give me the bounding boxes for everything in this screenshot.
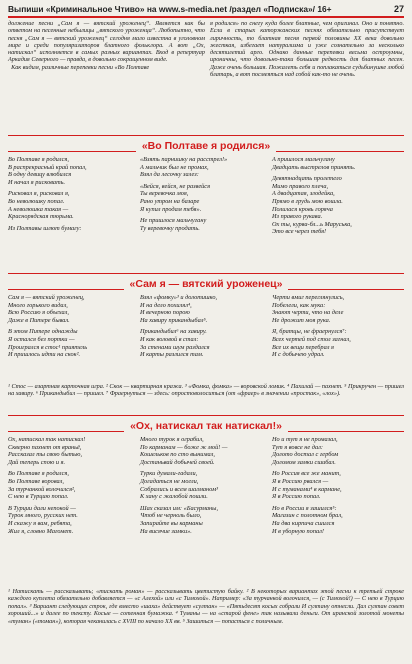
verse-stanza: Девятнадцать пролетело Мимо правого плеча, А двадцатая, злодейка, Прямо в грудь мою вошла. Полилася кровь горяча Из правого рукава. Ох ты, курва-бл...ь Маруська, Это все через тебя!: [272, 175, 352, 236]
verse-stanza: Но и тут я не промазал, Тут я вовсе не дал: Долото достал с гербом Доломом замки сшибал.: [272, 436, 339, 466]
intro-right-column: [210, 20, 404, 78]
verse-stanza: Сам я — вятский уроженец, Много горького видал, Всю Россию я объехал, Даже в Питере бывал.: [8, 294, 85, 324]
verse-stanza: Из Полтавы шлют бумагу:: [8, 224, 82, 232]
song2-col2: [140, 294, 272, 378]
verse-stanza: Шах сказал им: «Басурманы, Чтоб не черноль было, Запирайте вы карманы На висячие замки».: [140, 504, 219, 535]
verse-stanza: В этом Питере однажды Я остался без портки — Проигрался в стос¹ приятель И пришлось идти на скок².: [8, 328, 88, 359]
song3-title: «Ох, натискал так натискал!»: [124, 419, 288, 434]
verse-stanza: «Вейся, вейся, не развейся Ты веревочка моя, Рано утром на базаре Я купил продам тебя».: [140, 182, 211, 213]
verse-stanza: Но Россия все же манит, Я в Россию рвался — И с туманами⁴ в кармане, Я в Россию попал.: [272, 470, 342, 501]
page-number: 27: [393, 4, 404, 14]
header-text: Выпиши «Криминальное Чтиво» на www.s-media.net /раздел «Подписка»/ 16+: [8, 4, 332, 14]
intro-right-text: я родился» по снегу куда более блатные, чем оригинал. Оно и понятно. Если в старых каторжанских песнях обязательно присутствует лиричность, то блатная песня первой половины XX века довольно жесткая, избегает натурализма и уже сознательно за несколько десятилетий арго. Однако данные перепевки весьма остроумны, ироничны, что довольно-таки большая редкость для блатных песен. Даже очень большая. Пожалеть себя и поплакаться судьбинушке любой блатарь, а вот посмеяться над собой как-то не очень.: [210, 20, 404, 79]
song2-col1: [8, 294, 140, 378]
song2-verses: [8, 294, 404, 378]
verse-stanza: Прикандыбил⁶ на хавиру. И как воловой в стал: За стенами шум раздался И карты разлился там.: [140, 328, 210, 359]
verse-stanza: Взял «фомку»³ и долотишко, И на дело похилял⁴, И вечерною порою На хавиру прикандыбал⁵.: [140, 294, 218, 324]
song3-footnote-text: ¹ Натискать — рассказывать; «тискать роман» — рассказывать цветистую байку. ² В некоторых вариантах этой песни к третьей строке каждого куплета обязательно добавляется — «с Алехой» или «с Тимохой». Например: «За турчанкой волочился, — (с Тимохой!) — С нею в Турцию попал». ³ Вариант следующих строк, где вместо «шаха» действует «султан» — «Пятьдесят косых собрали И султану отнесли. Дал султан совет хороший...» и далее по тексту. Косые — сотенная бумажка. ⁴ Туманы — на «старой фене» так называли деньги. От иранской золотой монеты «туман» («томан»), которая чеканилась с XVIII по начало XX вв. ⁵ Зашиться — попасться с поличным.: [8, 588, 404, 625]
verse-stanza: Много турок я ограбил, По карманам — боже ж мой! — Кошельков по сто вынимал, Достаньвай добычей своей.: [140, 436, 228, 466]
song3-footnotes: [8, 588, 404, 625]
verse-stanza: Рисковал я, рисковал я, Во неволюшку попал. А неволюшка такая — Краснорядская тюрьма.: [8, 190, 74, 221]
song1-col2: [140, 156, 272, 266]
song1-col1: [8, 156, 140, 266]
verse-stanza: А пришлося мальчугану Двадцать выстрелов принять.: [272, 156, 356, 171]
verse-stanza: Ох, натискал так натискал! Скверно пахнет от враньё, Рассказал ты свою бытью, Дай теперь спою и я.: [8, 436, 86, 466]
song3-banner: [8, 415, 404, 432]
verse-stanza: Турки думали-гадали, Догадаться не могли, Собрались и всем шалманом³ К хану с жалобой пошли.: [140, 470, 218, 501]
song1-title: «Во Полтаве я родился»: [136, 139, 276, 154]
song3-col2: [140, 436, 272, 584]
intro-left-end: Как видим, различные перепевки песни «Во Полтаве: [11, 63, 150, 71]
song3-col3: [272, 436, 404, 584]
song2-col3: [272, 294, 404, 378]
song1-col3: [272, 156, 404, 266]
song3-col1: [8, 436, 140, 584]
intro-left-text: должение песни „Сам я — вятский уроженец“. Является как бы ответом на песенные небылицы „вятского уроженца“. Любопытно, что песня „Сам я — вятский уроженец“ сегодня мало известна в уголовном мире и среди популяризаторов блатного фольклора. А вот „Ох, натискал“ исполняется в самых разных вариантах. Вход в репертуар Аркадия Северного — правда, в довольно сокращенном виде.: [8, 20, 205, 64]
verse-stanza: Но в России я зашился⁵: Магазин с полотном брал, На два кирпича сшился И в уборную попал!: [272, 504, 343, 535]
song2-footnotes: [8, 383, 404, 398]
song2-footnote-text: ¹ Стос — азартная карточная игра. ² Скок — квартирная кража. ³ «Фомка, фомка» — воровской ломик. ⁴ Пахилай — пахнет. ⁵ Прикручен — пришел на хавиру. ⁶ Прикандыбил — пришел. ⁷ Фраернуться — здесь: опростоволоситься (от «фраер» в значении «простак», «лох»).: [8, 383, 404, 398]
song3-verses: [8, 436, 404, 584]
page-header: [8, 2, 404, 18]
intro-left-column: [8, 20, 205, 71]
verse-stanza: Не пришлося мальчугану Ту веревочку продать.: [140, 217, 207, 232]
verse-stanza: Я, братцы, не фраернулся⁷: Всех чертей под стол загнал, Все их вещи перебрал я И с добычею удрал.: [272, 328, 351, 359]
verse-stanza: «Взять парнишку на расстрел!» А мальчик был не промах, Взял да лесочку залез:: [140, 156, 228, 179]
song2-banner: [8, 273, 404, 290]
verse-stanza: В Турции дали непокой — Турок много, русских нет. И скажу я вам, ребята, Жил я, словно Магомет.: [8, 504, 78, 535]
verse-stanza: Черти вмиг переглянулись, Побелели, как мука: Знают черти, что на деле Не дрожит моя рука.: [272, 294, 345, 324]
song2-title: «Сам я — вятский уроженец»: [124, 277, 289, 292]
song1-banner: [8, 135, 404, 152]
verse-stanza: Во Полтаве я родился, Во Полтаве воровал, За турчанкой волочился², С нею в Турцию попал.: [8, 470, 76, 501]
song1-verses: [8, 156, 404, 266]
verse-stanza: Во Полтаве я родился, В распрекрасный край попал, В одну девицу влюбился И начал я рисковать.: [8, 156, 87, 186]
